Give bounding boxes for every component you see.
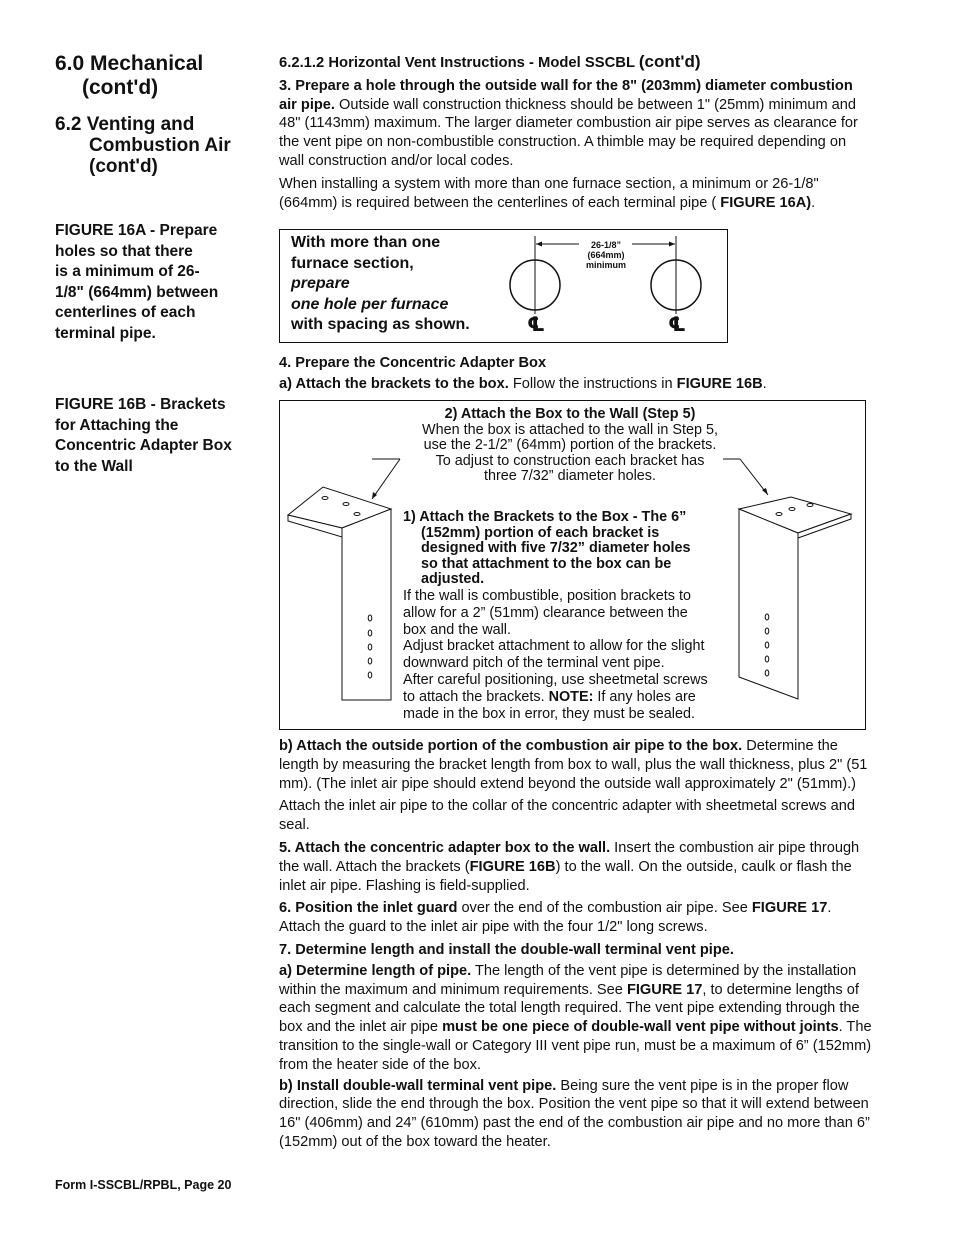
step5-paragraph: 5. Attach the concentric adapter box to the wall. Insert the combustion air pipe through the wall. Attach the brackets (FIGURE 16B) to the wall. On the outside, caulk or flash the inlet air pipe. Flashing is field-supplied. [279, 839, 860, 894]
step2-note: 2) Attach the Box to the Wall (Step 5) When the box is attached to the wall in Step 5, use the 2-1/2” (64mm) portion of the brackets. To adjust to construction each bracket has three 7/32” diameter holes. [400, 407, 740, 485]
step3-paragraph: 3. Prepare a hole through the outside wall for the 8" (203mm) diameter combustion air pipe. Outside wall construction thickness should be between 1" (25mm) minimum and 48" (1143mm) maximum. The larger diameter combustion air pipe serves as clearance for the vent pipe on non-combustible construction. A thimble may be required depending on wall construction and/or local codes. [279, 77, 858, 169]
step4b-paragraph: b) Attach the outside portion of the combustion air pipe to the box. Determine the length by measuring the bracket length from box to wall, plus the wall thickness, plus 2" (51 mm). (The inlet air pipe should extend beyond the outside wall approximately 2" (51mm).) [279, 738, 868, 792]
figure-16a-text: With more than one furnace section, prepare one hole per furnace with spacing as shown. [291, 234, 470, 334]
step4-heading: 4. Prepare the Concentric Adapter Box [279, 355, 547, 371]
step4-block [279, 354, 872, 394]
caption-line: FIGURE 16B - Brackets [55, 396, 226, 413]
arrow-right-icon [669, 242, 675, 247]
caption-line: holes so that there [55, 242, 193, 260]
section-title-line2: Combustion Air [89, 135, 231, 156]
figure-16a-caption [55, 221, 260, 344]
caption-line: to the Wall [55, 457, 133, 475]
figure-16a [279, 229, 728, 343]
sidebar [55, 52, 260, 177]
section-heading: 6.2.1.2 Horizontal Vent Instructions - Model SSCBL (cont'd) [279, 52, 701, 71]
step2-title: 2) Attach the Box to the Wall (Step 5) [444, 406, 696, 422]
arrow-left-icon [536, 242, 542, 247]
dimension-label: 26-1/8” (664mm) minimum [585, 240, 626, 270]
caption-line: is a minimum of 26- [55, 263, 200, 280]
caption-line: FIGURE 16A - Prepare [55, 222, 218, 239]
caption-line: centerlines of each [55, 304, 196, 321]
section-title-line1: 6.2 Venting and [55, 114, 195, 135]
chapter-title-line2: (cont'd) [82, 76, 159, 99]
section-title [55, 114, 260, 177]
bracket-right [739, 497, 851, 699]
step4b-paragraph-2: Attach the inlet air pipe to the collar of the concentric adapter with sheetmetal screws and seal. [279, 798, 855, 834]
step1-title: 1) Attach the Brackets to the Box - The 6” [403, 509, 687, 525]
figure-16b-caption [55, 395, 260, 477]
bracket-left [288, 487, 391, 700]
step1-note: 1) Attach the Brackets to the Box - The 6” (152mm) portion of each bracket is designed with five 7/32” diameter holes so that attachment to the box can be adjusted. If the wall is combustible, position brackets to allow for a 2” (51mm) clearance between the box and the wall. Adjust bracket attachment to allow for the slight downward pitch of the terminal vent pipe. After careful positioning, use sheetmetal screws to attach the brackets. NOTE: If any holes are made in the box in error, they must be sealed. [403, 510, 738, 722]
step7b-paragraph: b) Install double-wall terminal vent pipe. Being sure the vent pipe is in the proper flow direction, slide the end through the box. Position the vent pipe so that it will extend between 16" (406mm) and 24” (610mm) past the end of the combustion air pipe and no more than 6” (152mm) out of the box toward the heater. [279, 1077, 870, 1150]
centerline-symbol-left: ℄ [527, 314, 545, 336]
steps-body [279, 737, 872, 1152]
step4a-paragraph: a) Attach the brackets to the box. Follow the instructions in FIGURE 16B. [279, 375, 767, 392]
step6-paragraph: 6. Position the inlet guard over the end of the combustion air pipe. See FIGURE 17. Attach the guard to the inlet air pipe with the four 1/2" long screws. [279, 900, 832, 936]
page-footer: Form I-SSCBL/RPBL, Page 20 [55, 1178, 232, 1192]
step7a-paragraph: a) Determine length of pipe. The length of the vent pipe is determined by the installation within the maximum and minimum requirements. See FIGURE 17, to determine lengths of each segment and calculate the total length required. The vent pipe extending through the box and the inlet air pipe must be one piece of double-wall vent pipe without joints. The transition to the single-wall or Category III vent pipe run, must be a maximum of 6” (152mm) from the heater side of the box. [279, 962, 872, 1073]
chapter-title-line1: 6.0 Mechanical [55, 52, 204, 75]
centerline-symbol-right: ℄ [668, 314, 686, 336]
caption-line: terminal pipe. [55, 324, 156, 342]
step3-paragraph-2: When installing a system with more than one furnace section, a minimum or 26-1/8" (664mm) is required between the centerlines of each terminal pipe ( FIGURE 16A). [279, 175, 819, 211]
section-title-line3: (cont'd) [89, 156, 158, 177]
caption-line: Concentric Adapter Box [55, 437, 232, 454]
caption-line: 1/8" (664mm) between [55, 283, 219, 301]
step3-block [279, 53, 872, 212]
figure-16b [279, 400, 866, 730]
chapter-title [55, 52, 260, 100]
figure-16a-diagram [280, 230, 726, 341]
step7-heading: 7. Determine length and install the double-wall terminal vent pipe. [279, 941, 734, 958]
caption-line: for Attaching the [55, 416, 179, 434]
